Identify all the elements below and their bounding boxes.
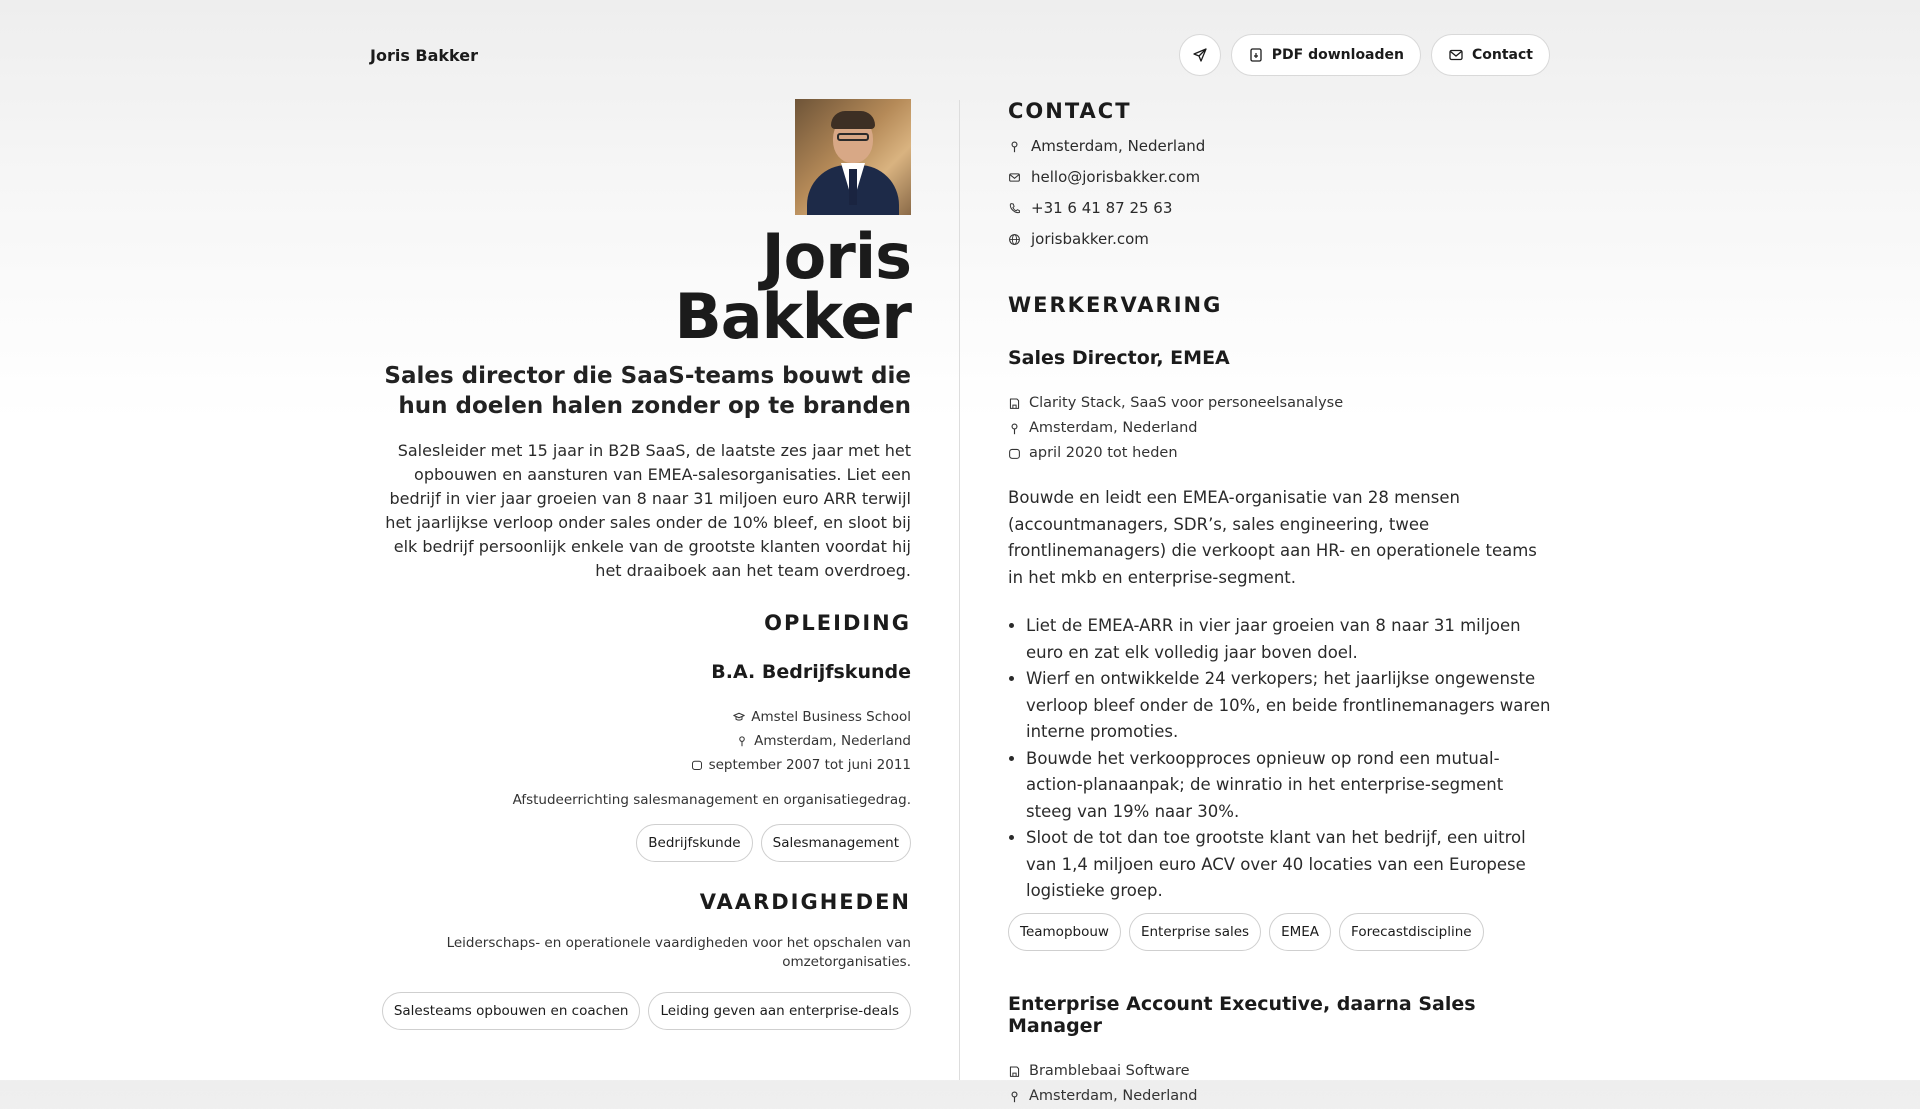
job-bullet: • Sloot de tot dan toe grootste klant van het bedrijf, een uitrol van 1,4 miljoen euro ACV over 40 locaties van een Europese logistieke groep. [1026,825,1551,905]
job-company-text: Bramblebaai Software [1029,1062,1190,1079]
job-tag: EMEA [1269,913,1331,951]
job-meta [1008,1059,1551,1109]
pin-icon [1008,422,1021,435]
profile-summary: Salesleider met 15 jaar in B2B SaaS, de laatste zes jaar met het opbouwen en aansturen van EMEA-salesorganisaties. Liet een bedrijf in vier jaar groeien van 8 naar 31 miljoen euro ARR terwijl het jaarlijkse verloop onder sales onder de 10% bleef, en sloot bij elk bedrijf persoonlijk enkele van de grootste klanten voordat hij het draaiboek aan het team overdroeg. [385,441,911,580]
contact-phone-text[interactable]: +31 6 41 87 25 63 [1031,199,1173,217]
calendar-icon [1008,447,1021,460]
education-meta [370,705,911,777]
skills-tag: Salesteams opbouwen en coachen [382,992,641,1030]
profile-tagline: Sales director die SaaS-teams bouwt die hun doelen halen zonder op te branden [384,363,911,419]
experience-heading: WERKERVARING [1008,293,1223,317]
job-bullets [1008,613,1551,905]
education-heading: OPLEIDING [764,611,911,635]
job-tag: Forecastdiscipline [1339,913,1484,951]
education-location-text: Amsterdam, Nederland [754,733,911,749]
column-divider [959,100,960,1080]
education-school [370,705,911,729]
share-button[interactable] [1179,34,1221,76]
job-period-text: april 2020 tot heden [1029,445,1178,461]
job-bullet: • Liet de EMEA-ARR in vier jaar groeien van 8 naar 31 miljoen euro en zat elk volledig jaar boven doel. [1026,613,1551,666]
profile-photo [795,99,911,215]
job-location [1008,416,1551,441]
education-degree: B.A. Bedrijfskunde [711,661,911,683]
education-note: Afstudeerrichting salesmanagement en organisatiegedrag. [512,792,911,808]
job-bullet: • Bouwde het verkoopproces opnieuw op rond een mutual-action-planaanpak; de winratio in het enterprise-segment steeg van 19% naar 30%. [1026,746,1551,826]
job-title: Enterprise Account Executive, daarna Sales Manager [1008,992,1476,1037]
contact-website[interactable] [1008,224,1551,255]
education-period-text: september 2007 tot juni 2011 [708,757,911,773]
job-meta [1008,391,1551,466]
education-tag: Salesmanagement [761,824,911,862]
right-column [1008,99,1551,1109]
mail-icon [1448,47,1464,63]
contact-location-text: Amsterdam, Nederland [1031,137,1206,155]
pdf-download-button[interactable] [1231,34,1421,76]
calendar-icon [691,759,703,771]
contact-location [1008,131,1551,162]
skills-tag: Leiding geven aan enterprise-deals [648,992,911,1030]
contact-website-text[interactable]: jorisbakker.com [1031,230,1149,248]
contact-phone[interactable] [1008,193,1551,224]
phone-icon [1008,202,1021,215]
building-icon [1008,397,1021,410]
skills-heading: VAARDIGHEDEN [699,890,911,914]
education-period [370,753,911,777]
contact-button-label: Contact [1472,47,1533,63]
mail-icon [1008,171,1021,184]
job-company [1008,391,1551,416]
skills-note: Leiderschaps- en operationele vaardigheden voor het opschalen van omzetorganisaties. [446,935,911,970]
job-period [1008,441,1551,466]
job-company-text: Clarity Stack, SaaS voor personeelsanalyse [1029,395,1344,411]
pin-icon [1008,1090,1021,1103]
job-tag: Enterprise sales [1129,913,1261,951]
first-name: Joris [761,220,911,293]
building-icon [1008,1065,1021,1078]
education-school-text: Amstel Business School [751,709,911,725]
education-location [370,729,911,753]
education-tag: Bedrijfskunde [636,824,752,862]
file-pdf-icon [1248,47,1264,63]
job-tag: Teamopbouw [1008,913,1121,951]
skills-tags [370,992,911,1030]
contact-email-text[interactable]: hello@jorisbakker.com [1031,168,1201,186]
job-title: Sales Director, EMEA [1008,347,1230,369]
left-column [370,99,911,1030]
job-entry [1008,347,1551,951]
graduation-cap-icon [733,711,745,723]
globe-icon [1008,233,1021,246]
brand-name[interactable]: Joris Bakker [370,45,478,65]
job-bullet: • Wierf en ontwikkelde 24 verkopers; het jaarlijkse ongewenste verloop bleef onder de 10%, en beide frontlinemanagers waren interne promoties. [1026,666,1551,746]
contact-email[interactable] [1008,162,1551,193]
top-bar [370,34,1550,76]
send-icon [1192,47,1208,63]
pdf-download-label: PDF downloaden [1271,47,1404,63]
job-location-text: Amsterdam, Nederland [1029,420,1198,436]
job-tags [1008,913,1551,951]
job-description: Bouwde en leidt een EMEA-organisatie van 28 mensen (accountmanagers, SDR’s, sales engineering, twee frontlinemanagers) die verkoopt aan HR- en operationele teams in het mkb en enterprise-segment. [1008,488,1537,587]
header-actions [1179,34,1550,76]
job-entry [1008,993,1551,1109]
job-location [1008,1084,1551,1109]
pin-icon [736,735,748,747]
contact-button[interactable] [1431,34,1550,76]
profile-name [370,220,911,353]
contact-heading: CONTACT [1008,99,1132,123]
job-location-text: Amsterdam, Nederland [1029,1087,1198,1104]
pin-icon [1008,140,1021,153]
last-name: Bakker [674,280,911,353]
education-tags [370,824,911,862]
